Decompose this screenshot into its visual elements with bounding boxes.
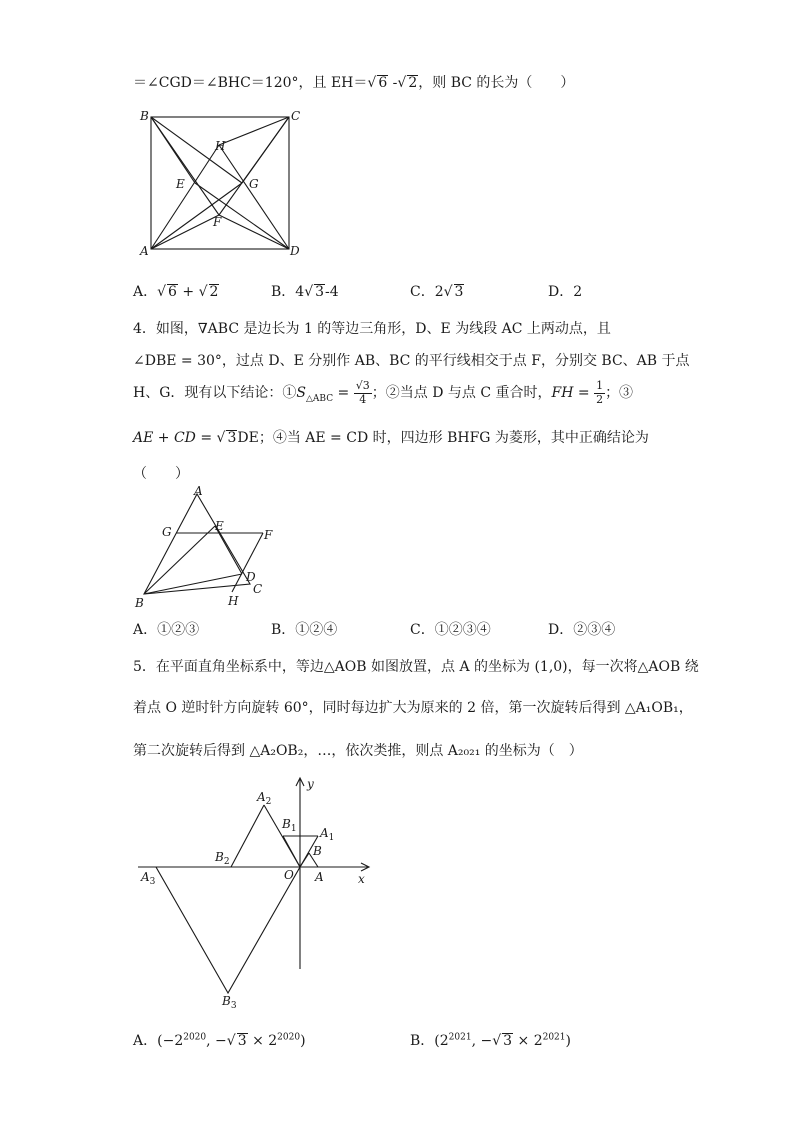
q4-stem-line-4: AE + CD = √ 3DE；④当 AE = CD 时，四边形 BHFG 为菱形，其中正确结论为 xyxy=(133,430,649,446)
q5-label-B: B xyxy=(313,844,322,858)
q4-option-a[interactable]: A．①②③ xyxy=(133,622,200,638)
q3-option-a-plus: + xyxy=(177,284,199,300)
q3-stem-tail: ，则 BC 的长为（ ） xyxy=(418,75,575,91)
q4-triangle-figure xyxy=(132,485,282,610)
q5-option-b-rad: 3 xyxy=(503,1033,513,1049)
q3-option-a[interactable]: A．√ 6 + √ 2 xyxy=(133,284,219,300)
q5-option-b-v3: × 2 xyxy=(513,1033,543,1049)
q5-option-b-v4: ) xyxy=(565,1033,571,1049)
q5-label-B2-main: B xyxy=(215,850,224,864)
q4-stem-line-3 xyxy=(133,378,633,414)
q5-option-a-v2: , − xyxy=(206,1033,227,1049)
q4-fh: FH = xyxy=(551,385,595,401)
q4-fraction-area xyxy=(354,380,372,405)
q5-stem-line-2: 着点 O 逆时针方向旋转 60°，同时每边扩大为原来的 2 倍，第一次旋转后得到 △A₁OB₁， xyxy=(133,700,693,716)
q3-label-D: D xyxy=(290,244,300,258)
q3-option-b-rad: 3 xyxy=(315,284,325,300)
q3-label-H: H xyxy=(215,139,226,153)
q3-option-c[interactable]: C．2√ 3 xyxy=(410,284,464,300)
q5-stem-line-3: 第二次旋转后得到 △A₂OB₂，…，依次类推，则点 A₂₀₂₁ 的坐标为（ ） xyxy=(133,743,583,759)
q4-option-d[interactable]: D．②③④ xyxy=(548,622,616,638)
q5-label-B1 xyxy=(281,817,297,834)
q5-label-B2 xyxy=(214,850,230,867)
q4-label-E: E xyxy=(215,519,224,533)
q4-area-subscript: △ABC xyxy=(306,393,334,404)
q5-option-b[interactable]: B．($2^{2021}$, −√ $3 \times 2^{2021}$) xyxy=(410,1032,571,1049)
q5-label-y: y xyxy=(307,777,314,791)
q4-frac-num: √3 xyxy=(355,379,370,393)
q3-minus: - xyxy=(388,75,398,91)
q5-option-b-v2: , − xyxy=(471,1033,493,1049)
q4-label-F: F xyxy=(264,528,273,542)
q3-option-d-label: D．2 xyxy=(548,284,583,300)
q5-option-a-exp1: 2020 xyxy=(183,1032,207,1043)
q5-label-x: x xyxy=(358,872,365,886)
q5-label-A3 xyxy=(140,870,156,887)
q4-option-b[interactable]: B．①②④ xyxy=(271,622,338,638)
q3-option-b-tail: -4 xyxy=(325,284,339,300)
q4-area-symbol: S xyxy=(296,385,306,401)
q3-option-a-rad1: 6 xyxy=(168,284,177,300)
q5-option-a[interactable]: A．($-2^{2020}$, −√ $3 \times 2^{2020}$) xyxy=(133,1032,306,1049)
q5-option-a-exp2: 2020 xyxy=(277,1032,301,1043)
q4-line4-b: DE；④当 AE = CD 时，四边形 BHFG 为菱形，其中正确结论为 xyxy=(237,430,649,446)
q4-answer-paren: （ ） xyxy=(133,466,189,482)
q5-label-A1 xyxy=(319,826,334,843)
q5-label-B2-sub: 2 xyxy=(223,857,230,867)
q4-fraction-half xyxy=(594,380,605,405)
q3-option-a-rad2: 2 xyxy=(209,284,219,300)
q4-conclusion-intro: H、G．现有以下结论：① xyxy=(133,385,297,401)
q4-stem-line-1: 4．如图，∇ABC 是边长为 1 的等边三角形，D、E 为线段 AC 上两动点，且 xyxy=(133,321,611,337)
q5-label-A1-main: A xyxy=(320,826,329,840)
q5-label-B1-sub: 1 xyxy=(290,824,297,834)
q5-option-b-exp1: 2021 xyxy=(448,1032,472,1043)
q3-label-B: B xyxy=(140,109,149,123)
q5-option-b-v1: (2 xyxy=(434,1033,449,1049)
q3-stem-part: ＝∠CGD＝∠BHC＝120°，且 EH＝ xyxy=(133,75,368,91)
q3-label-C: C xyxy=(291,109,301,123)
q3-label-F: F xyxy=(213,215,222,229)
q5-option-a-rad: 3 xyxy=(237,1033,247,1049)
q5-option-a-v3: × 2 xyxy=(247,1033,278,1049)
q3-option-a-label: A． xyxy=(133,284,158,300)
q5-option-a-label: A． xyxy=(133,1033,158,1049)
q3-radicand-2: 2 xyxy=(408,75,418,91)
q5-stem-line-1: 5．在平面直角坐标系中，等边△AOB 如图放置，点 A 的坐标为 (1,0)，每一次将△AOB 绕 xyxy=(133,659,699,675)
q3-label-G: G xyxy=(249,177,259,191)
q4-label-A: A xyxy=(194,485,203,498)
q5-option-b-label: B． xyxy=(410,1033,435,1049)
q5-coordinate-figure xyxy=(133,773,378,1013)
q5-label-B3-main: B xyxy=(222,994,231,1008)
q3-option-c-rad: 3 xyxy=(454,284,464,300)
q3-square-figure xyxy=(135,105,305,260)
q4-stem-line-2: ∠DBE = 30°，过点 D、E 分别作 AB、BC 的平行线相交于点 F，分别交 BC、AB 于点 xyxy=(133,353,690,369)
q3-option-b[interactable]: B．4√ 3-4 xyxy=(271,284,339,300)
q5-option-a-v4: ) xyxy=(300,1033,306,1049)
q4-equals: = xyxy=(333,385,354,401)
q5-label-A2-sub: 2 xyxy=(265,797,272,807)
q4-line4-rad: 3 xyxy=(227,430,237,446)
q5-label-A2-main: A xyxy=(257,790,266,804)
q3-label-A: A xyxy=(140,244,149,258)
q3-option-c-label: C．2 xyxy=(410,284,444,300)
q5-label-A: A xyxy=(315,870,324,884)
q4-label-G: G xyxy=(162,525,172,539)
q4-frac-den: 4 xyxy=(359,392,367,406)
q5-label-O: O xyxy=(284,868,294,882)
q5-option-a-v1: (−2 xyxy=(157,1033,184,1049)
q4-line4-a: AE + CD = xyxy=(133,430,217,446)
q5-option-b-exp2: 2021 xyxy=(542,1032,566,1043)
q4-option-c[interactable]: C．①②③④ xyxy=(410,622,491,638)
q4-label-C: C xyxy=(253,582,263,596)
q5-label-B1-main: B xyxy=(282,817,291,831)
q4-conclusion-3-mark: ；③ xyxy=(605,385,634,401)
q4-label-H: H xyxy=(228,594,239,608)
q4-label-D: D xyxy=(246,570,256,584)
q4-frac2-num: 1 xyxy=(596,379,604,393)
q5-label-A3-sub: 3 xyxy=(149,877,156,887)
q3-label-E: E xyxy=(176,177,185,191)
q3-option-d[interactable] xyxy=(548,281,582,301)
q4-label-B: B xyxy=(135,596,144,610)
q5-label-A2 xyxy=(256,790,271,807)
q5-label-B3-sub: 3 xyxy=(230,1001,237,1011)
q3-stem-line: ＝∠CGD＝∠BHC＝120°，且 EH＝√ 6 -√ 2，则 BC 的长为（ ） xyxy=(133,75,575,91)
q5-label-B3 xyxy=(221,994,237,1011)
q5-label-A3-main: A xyxy=(141,870,150,884)
q5-label-A1-sub: 1 xyxy=(328,833,335,843)
q3-option-b-label: B．4 xyxy=(271,284,305,300)
q3-radicand-6: 6 xyxy=(378,75,388,91)
q4-conclusion-2: ；②当点 D 与点 C 重合时， xyxy=(371,385,552,401)
q4-frac2-den: 2 xyxy=(596,392,604,406)
